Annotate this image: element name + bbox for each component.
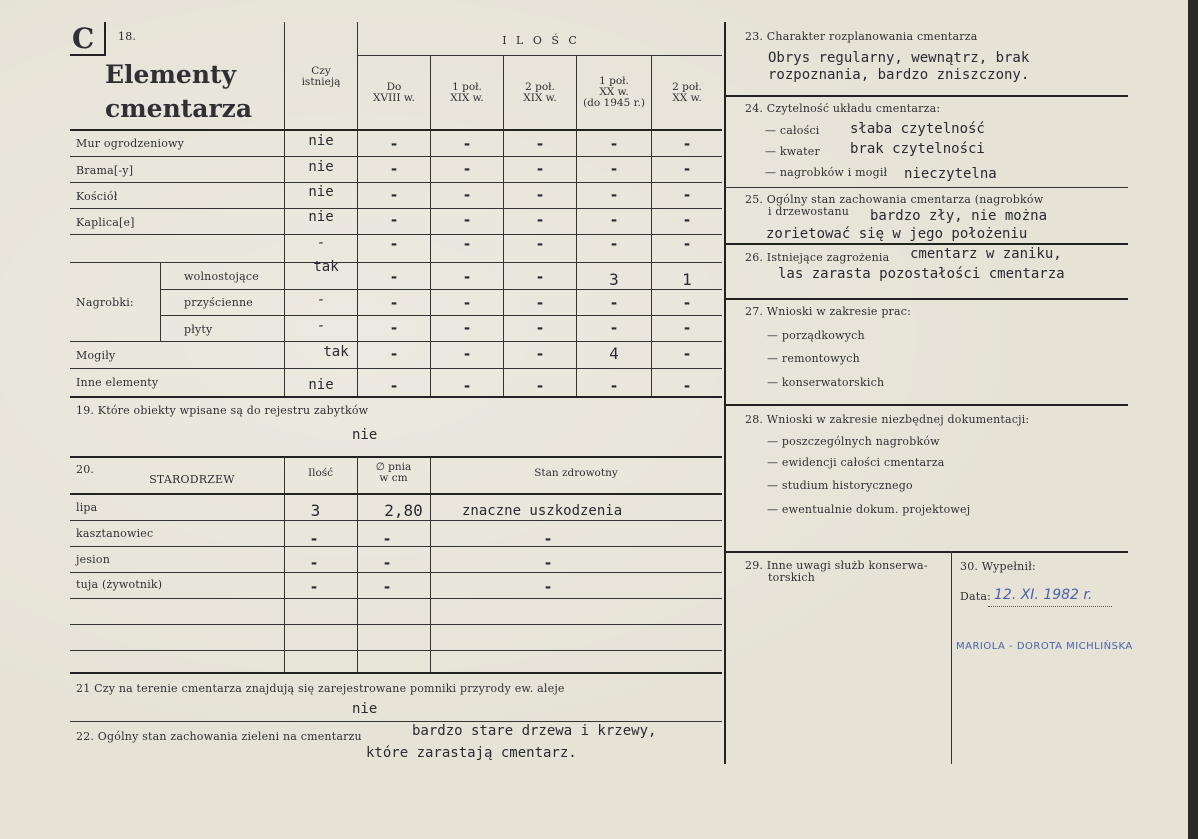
section-rule — [724, 243, 1128, 245]
title-line1: Elementy — [105, 60, 237, 89]
quantity-cell: - — [682, 211, 692, 229]
q30-signature-name: MARIOLA - DOROTA MICHLIŃSKA — [956, 641, 1133, 652]
exists-value: - — [316, 235, 326, 251]
col-rule — [357, 22, 358, 396]
exists-value: tak — [313, 259, 339, 275]
row-rule — [70, 262, 722, 263]
quantity-cell: - — [682, 160, 692, 178]
section-rule — [70, 672, 722, 674]
tree-name: jesion — [76, 553, 110, 566]
q24-item-label: — nagrobków i mogił — [765, 166, 888, 179]
tree-qty: - — [309, 578, 319, 596]
quantity-cell: - — [389, 235, 399, 253]
row-rule — [70, 156, 722, 157]
element-name: Mogiły — [76, 349, 116, 362]
row-rule — [70, 624, 722, 625]
quantity-cell: - — [462, 345, 472, 363]
quantity-cell: - — [462, 160, 472, 178]
q20-header-rule — [70, 493, 722, 495]
exists-header: Czy istnieją — [301, 65, 341, 88]
quantity-cell: - — [389, 268, 399, 286]
quantity-cell: - — [462, 211, 472, 229]
quantity-cell: - — [389, 294, 399, 312]
quantity-cell: - — [535, 294, 545, 312]
quantity-cell: - — [609, 294, 619, 312]
q30-date-value: 12. XI. 1982 r. — [994, 587, 1093, 603]
quantity-cell: - — [682, 294, 692, 312]
quantity-cell: - — [462, 235, 472, 253]
quantity-cell: - — [389, 186, 399, 204]
q28-item: — studium historycznego — [767, 479, 913, 492]
q27-item: — konserwatorskich — [767, 376, 885, 389]
exists-value: - — [316, 292, 326, 308]
column-divider — [724, 22, 726, 764]
quantity-cell: - — [389, 211, 399, 229]
q29-label-line1: 29. Inne uwagi służb konserwa- — [745, 559, 928, 572]
quantity-cell: - — [535, 186, 545, 204]
quantity-cell: - — [389, 377, 399, 395]
q20-number: 20. — [76, 463, 95, 476]
q28-item: — ewentualnie dokum. projektowej — [767, 503, 971, 516]
date-underline — [988, 606, 1112, 607]
q24-item-label: — kwater — [765, 145, 820, 158]
quantity-header-rule — [358, 55, 722, 56]
section-rule — [724, 95, 1128, 97]
row-rule — [70, 368, 722, 369]
col-rule — [576, 56, 577, 396]
quantity-cell: 4 — [609, 344, 619, 363]
tombstone-type: wolnostojące — [184, 270, 259, 283]
period-col-5: 2 poł. XX w. — [672, 81, 702, 104]
quantity-cell: - — [682, 186, 692, 204]
q30-label: 30. Wypełnił: — [960, 560, 1036, 573]
tree-qty: - — [309, 530, 319, 548]
quantity-cell: - — [609, 211, 619, 229]
quantity-cell: - — [535, 345, 545, 363]
quantity-cell: - — [535, 160, 545, 178]
tree-diam: - — [382, 554, 392, 572]
q24-item-value: brak czytelności — [850, 141, 985, 157]
quantity-cell: - — [535, 135, 545, 153]
exists-value: nie — [308, 209, 334, 225]
row-rule — [70, 520, 722, 521]
element-name: Kościół — [76, 190, 118, 203]
q24-label: 24. Czytelność układu cmentarza: — [745, 102, 941, 115]
quantity-cell: - — [609, 160, 619, 178]
row-rule — [70, 598, 722, 599]
q24-item-value: słaba czytelność — [850, 121, 985, 137]
q20-col-diam: ∅ pnia w cm — [375, 461, 412, 484]
quantity-cell: - — [535, 211, 545, 229]
quantity-cell: - — [462, 268, 472, 286]
quantity-cell: - — [682, 235, 692, 253]
q26-label: 26. Istniejące zagrożenia — [745, 251, 890, 264]
col-rule — [951, 551, 952, 764]
quantity-cell: - — [535, 235, 545, 253]
exists-value: tak — [323, 344, 349, 360]
q21-answer: nie — [352, 701, 378, 717]
quantity-cell: - — [609, 377, 619, 395]
tree-qty: - — [309, 554, 319, 572]
q21-label: 21 Czy na terenie cmentarza znajdują się zarejestrowane pomniki przyrody ew. aleje — [76, 682, 565, 695]
period-col-1: Do XVIII w. — [373, 81, 415, 104]
section-rule — [724, 551, 1128, 553]
section-rule — [70, 721, 722, 722]
q26-answer-line2: las zarasta pozostałości cmentarza — [778, 266, 1065, 282]
tree-health: - — [543, 554, 553, 572]
q22-label: 22. Ogólny stan zachowania zieleni na cmentarzu — [76, 730, 362, 743]
q23-answer-line2: rozpoznania, bardzo zniszczony. — [768, 67, 1030, 83]
q23-label: 23. Charakter rozplanowania cmentarza — [745, 30, 978, 43]
exists-value: nie — [308, 184, 334, 200]
quantity-cell: - — [609, 319, 619, 337]
q27-item: — porządkowych — [767, 329, 865, 342]
element-name: Brama[-y] — [76, 164, 134, 177]
quantity-cell: - — [609, 186, 619, 204]
tree-diam: - — [382, 578, 392, 596]
section-rule — [724, 404, 1128, 406]
q24-item-label: — całości — [765, 124, 820, 137]
q25-label-line1: 25. Ogólny stan zachowania cmentarza (nagrobków — [745, 193, 1044, 206]
q30-date-label: Data: — [960, 590, 992, 603]
quantity-cell: - — [462, 377, 472, 395]
quantity-cell: 3 — [609, 270, 619, 289]
q22-answer-line1: bardzo stare drzewa i krzewy, — [412, 723, 657, 739]
section-number: 18. — [118, 30, 137, 43]
quantity-cell: - — [389, 135, 399, 153]
tombstones-label: Nagrobki: — [76, 296, 134, 309]
row-rule — [160, 315, 722, 316]
tree-name: kasztanowiec — [76, 527, 154, 540]
exists-value: nie — [308, 377, 334, 393]
tree-health: - — [543, 578, 553, 596]
quantity-cell: - — [389, 160, 399, 178]
tombstone-type: płyty — [184, 323, 213, 336]
q28-item: — ewidencji całości cmentarza — [767, 456, 945, 469]
row-rule — [70, 341, 722, 342]
tree-health: - — [543, 530, 553, 548]
quantity-cell: - — [389, 345, 399, 363]
q28-label: 28. Wnioski w zakresie niezbędnej dokumentacji: — [745, 413, 1030, 426]
col-rule — [430, 56, 431, 396]
q26-answer-line1: cmentarz w zaniku, — [910, 246, 1062, 262]
row-rule — [70, 572, 722, 573]
period-col-2: 1 poł. XIX w. — [450, 81, 484, 104]
quantity-header: I L O Ś C — [502, 34, 580, 47]
q19-answer: nie — [352, 427, 378, 443]
quantity-cell: - — [389, 319, 399, 337]
tree-name: lipa — [76, 501, 98, 514]
q23-answer-line1: Obrys regularny, wewnątrz, brak — [768, 50, 1030, 66]
tree-diam: - — [382, 530, 392, 548]
col-rule — [651, 56, 652, 396]
q20-col-health: Stan zdrowotny — [534, 467, 618, 479]
col-rule — [160, 262, 161, 341]
title-line2: cmentarza — [105, 94, 253, 123]
col-rule — [357, 456, 358, 672]
q19-label: 19. Które obiekty wpisane są do rejestru zabytków — [76, 404, 369, 417]
quantity-cell: - — [535, 377, 545, 395]
col-rule — [503, 56, 504, 396]
quantity-cell: - — [462, 135, 472, 153]
col-rule — [284, 22, 285, 396]
row-rule — [70, 182, 722, 183]
tombstone-type: przyścienne — [184, 296, 254, 309]
tree-diam: 2,80 — [384, 501, 423, 520]
row-rule — [70, 650, 722, 651]
quantity-cell: - — [535, 268, 545, 286]
quantity-cell: - — [462, 294, 472, 312]
q27-item: — remontowych — [767, 352, 860, 365]
tree-health: znaczne uszkodzenia — [462, 503, 623, 519]
section-rule — [724, 298, 1128, 300]
element-name: Kaplica[e] — [76, 216, 135, 229]
element-name: Inne elementy — [76, 376, 159, 389]
q29-label-line2: torskich — [768, 571, 815, 584]
q20-col-qty: Ilość — [307, 467, 334, 479]
quantity-cell: - — [682, 319, 692, 337]
header-bottom-rule — [70, 129, 722, 131]
quantity-cell: - — [609, 135, 619, 153]
quantity-cell: - — [682, 345, 692, 363]
tree-qty: 3 — [310, 501, 321, 520]
quantity-cell: - — [535, 319, 545, 337]
tree-name: tuja (żywotnik) — [76, 578, 163, 591]
q22-answer-line2: które zarastają cmentarz. — [366, 745, 577, 761]
section-letter: C — [72, 22, 95, 55]
quantity-cell: 1 — [682, 270, 692, 289]
exists-value: nie — [308, 133, 334, 149]
quantity-cell: - — [609, 235, 619, 253]
row-rule — [70, 234, 722, 235]
q28-item: — poszczególnych nagrobków — [767, 435, 940, 448]
exists-value: nie — [308, 159, 334, 175]
q20-title: STARODRZEW — [149, 473, 235, 486]
period-col-4: 1 poł. XX w. (do 1945 r.) — [583, 75, 645, 109]
element-name: Mur ogrodzeniowy — [76, 137, 185, 150]
q25-label-line2: i drzewostanu — [768, 205, 850, 218]
exists-value: - — [316, 318, 326, 334]
q27-label: 27. Wnioski w zakresie prac: — [745, 305, 912, 318]
q25-answer-line1: bardzo zły, nie można — [870, 208, 1048, 224]
row-rule — [70, 546, 722, 547]
section-rule — [724, 187, 1128, 188]
col-rule — [284, 456, 285, 672]
row-rule — [160, 289, 722, 290]
section-rule — [70, 456, 722, 458]
quantity-cell: - — [682, 135, 692, 153]
quantity-cell: - — [462, 186, 472, 204]
col-rule — [430, 456, 431, 672]
quantity-cell: - — [462, 319, 472, 337]
period-col-3: 2 poł. XIX w. — [523, 81, 557, 104]
q25-answer-line2: zorietować się w jego położeniu — [766, 226, 1028, 242]
row-rule — [70, 396, 722, 398]
row-rule — [70, 208, 722, 209]
q24-item-value: nieczytelna — [904, 166, 997, 182]
quantity-cell: - — [682, 377, 692, 395]
page-edge — [1188, 0, 1198, 839]
